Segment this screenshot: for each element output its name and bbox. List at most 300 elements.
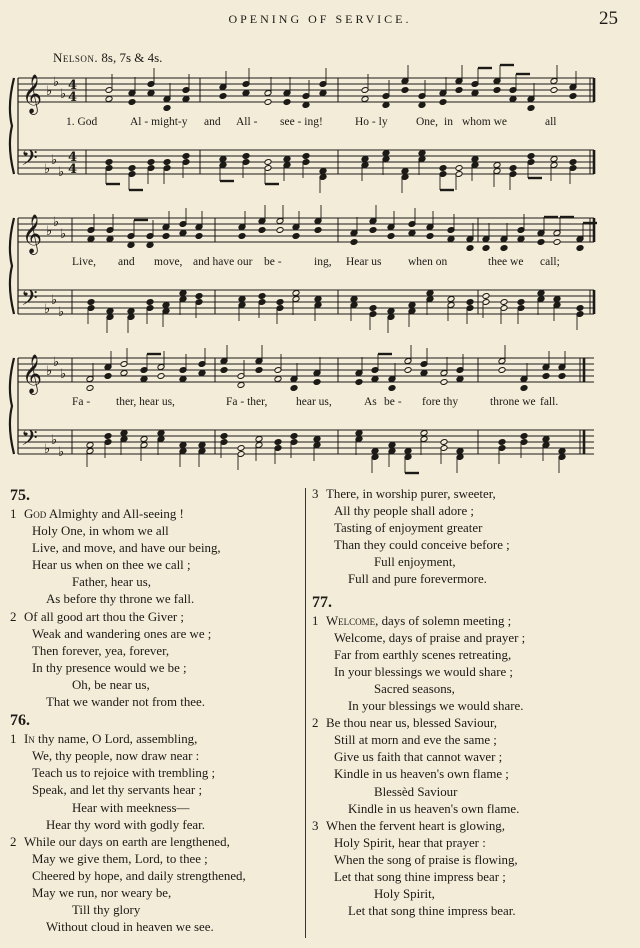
line-text: All thy people shall adore ;: [334, 504, 474, 519]
line-text: In your blessings we would share ;: [334, 664, 514, 679]
note-head: [313, 379, 321, 386]
note-head: [550, 87, 558, 94]
hymn-line: [312, 664, 630, 681]
hymn-line: [312, 698, 630, 715]
note-head: [319, 90, 327, 97]
note-head: [140, 436, 148, 443]
note-head: [509, 165, 517, 172]
note-head: [105, 96, 113, 103]
hymn-line: [312, 715, 630, 732]
line-text: When the fervent heart is glowing,: [326, 818, 505, 833]
hymn-line: [10, 591, 306, 608]
note-head: [140, 376, 148, 383]
hymn-line: [312, 784, 630, 801]
note-head: [106, 236, 114, 243]
line-text: Then forever, yea, forever,: [32, 643, 170, 658]
note-head: [128, 165, 136, 172]
line-text: May we run, nor weary be,: [32, 885, 172, 900]
note-head: [290, 433, 298, 440]
lyric-syllable: throne we: [490, 396, 536, 408]
time-signature: 4: [68, 150, 78, 165]
note-head: [558, 448, 566, 455]
line-text: Than they could conceive before ;: [334, 538, 510, 553]
note-head: [127, 308, 135, 315]
note-head: [120, 370, 128, 377]
hymn-line: [10, 868, 306, 885]
note-head: [283, 156, 291, 163]
note-head: [550, 156, 558, 163]
note-head: [447, 236, 455, 243]
note-head: [314, 296, 322, 303]
note-head: [255, 436, 263, 443]
lyric-syllable: and: [204, 116, 221, 128]
hymn-line: [10, 902, 306, 919]
line-text: Kindle in us heaven's own flame.: [348, 801, 520, 816]
hymn-line: [312, 571, 630, 588]
note-head: [408, 302, 416, 309]
hymn-number: 77.: [312, 593, 332, 611]
line-text: That we wander not from thee.: [46, 695, 205, 710]
lyric-syllable: All -: [236, 116, 258, 128]
first-word: God: [24, 507, 47, 521]
note-head: [179, 376, 187, 383]
note-head: [493, 162, 501, 169]
line-text: In thy presence would we be ;: [32, 660, 187, 675]
note-head: [157, 373, 165, 380]
note-head: [242, 90, 250, 97]
line-text: Hear thy word with godly fear.: [46, 817, 205, 832]
brace: [10, 218, 14, 314]
hymn-line: [312, 732, 630, 749]
hymn-line: [10, 885, 306, 902]
note-head: [198, 370, 206, 377]
flat-sign: ♭: [58, 165, 65, 180]
line-text: We, thy people, now draw near :: [32, 749, 200, 764]
line-text: Tasting of enjoyment greater: [334, 521, 483, 536]
verse-number: 1: [10, 732, 17, 747]
note-head: [500, 245, 508, 252]
hymn-block: [312, 486, 630, 589]
hymn-line: [10, 731, 306, 748]
note-head: [440, 379, 448, 386]
verse-number: 2: [10, 609, 17, 624]
note-head: [86, 385, 94, 392]
line-text: Let that song thine impress bear.: [348, 904, 516, 919]
note-head: [440, 439, 448, 446]
note-head: [258, 293, 266, 300]
lyric-syllable: whom we: [462, 116, 508, 128]
note-head: [350, 296, 358, 303]
note-head: [553, 296, 561, 303]
flat-sign: ♭: [53, 215, 60, 230]
flat-sign: ♭: [58, 305, 65, 320]
note-head: [147, 159, 155, 166]
note-head: [87, 299, 95, 306]
note-head: [401, 87, 409, 94]
note-head: [455, 87, 463, 94]
note-head: [466, 299, 474, 306]
hymn-block: [10, 486, 306, 711]
hymn-line: [312, 630, 630, 647]
lyric-syllable: 1. God: [66, 116, 98, 128]
note-head: [302, 153, 310, 160]
hymn-line: [312, 647, 630, 664]
line-text: There, in worship purer, sweeter,: [326, 487, 496, 501]
note-head: [276, 299, 284, 306]
line-text: Full and pure forevermore.: [348, 572, 487, 587]
hymn-line: [312, 818, 630, 835]
note-head: [290, 385, 298, 392]
note-head: [471, 90, 479, 97]
note-head: [482, 293, 490, 300]
line-text: Oh, be near us,: [72, 677, 150, 692]
note-head: [86, 442, 94, 449]
right-column: [312, 486, 630, 920]
note-head: [255, 367, 263, 374]
note-head: [258, 227, 266, 234]
hymn-block: [10, 711, 306, 936]
note-head: [426, 290, 434, 297]
lyric-syllable: fore thy: [422, 396, 459, 408]
note-head: [292, 233, 300, 240]
note-head: [408, 230, 416, 237]
note-head: [264, 99, 272, 106]
note-head: [127, 242, 135, 249]
note-head: [369, 227, 377, 234]
hymn-block: [312, 593, 630, 921]
verse-number: 1: [312, 613, 319, 628]
note-head: [471, 156, 479, 163]
hymn-line: [312, 835, 630, 852]
note-head: [355, 379, 363, 386]
note-head: [388, 385, 396, 392]
note-head: [404, 367, 412, 374]
line-text: Be thou near us, blessed Saviour,: [326, 716, 497, 731]
treble-clef: 𝄞: [22, 74, 43, 114]
line-text: Holy One, in whom we all: [32, 524, 169, 539]
note-head: [382, 102, 390, 109]
note-head: [542, 373, 550, 380]
note-head: [569, 159, 577, 166]
hymn-line: [312, 886, 630, 903]
note-head: [447, 296, 455, 303]
note-head: [456, 448, 464, 455]
lyric-syllable: hear us,: [296, 396, 332, 408]
note-head: [493, 87, 501, 94]
note-head: [319, 168, 327, 175]
hymn-line: [10, 782, 306, 799]
note-head: [456, 376, 464, 383]
line-text: Hear with meekness—: [72, 800, 190, 815]
line-text: In your blessings we would share.: [348, 699, 524, 714]
note-head: [382, 150, 390, 157]
hymn-line: [312, 852, 630, 869]
note-head: [163, 159, 171, 166]
hymn-line: [10, 506, 306, 523]
line-text: Full enjoyment,: [374, 555, 456, 570]
flat-sign: ♭: [46, 224, 53, 239]
hymn-line: [312, 537, 630, 554]
note-head: [371, 376, 379, 383]
note-head: [220, 367, 228, 374]
line-text: Of all good art thou the Giver ;: [24, 609, 185, 624]
flat-sign: ♭: [60, 87, 67, 102]
note-head: [163, 105, 171, 112]
hymn-number: 75.: [10, 487, 30, 504]
line-text: Far from earthly scenes retreating,: [334, 647, 512, 662]
note-head: [313, 436, 321, 443]
note-head: [146, 242, 154, 249]
line-text: Blessèd Saviour: [374, 784, 458, 799]
note-head: [420, 370, 428, 377]
bass-clef: 𝄢: [21, 286, 38, 316]
hymn-line: [312, 903, 630, 920]
note-head: [182, 153, 190, 160]
note-head: [219, 156, 227, 163]
note-head: [87, 236, 95, 243]
lyric-syllable: call;: [540, 256, 560, 268]
note-head: [509, 96, 517, 103]
note-head: [274, 376, 282, 383]
note-head: [527, 153, 535, 160]
note-head: [302, 102, 310, 109]
note-head: [198, 442, 206, 449]
time-signature: 4: [68, 78, 78, 93]
note-head: [455, 165, 463, 172]
note-head: [157, 430, 165, 437]
bass-clef: 𝄢: [21, 426, 38, 456]
hymn-line: [312, 681, 630, 698]
note-head: [237, 445, 245, 452]
hymn-line: [10, 574, 306, 591]
note-head: [387, 308, 395, 315]
note-head: [426, 233, 434, 240]
note-head: [387, 233, 395, 240]
note-head: [219, 93, 227, 100]
note-head: [104, 433, 112, 440]
hymn-line: [312, 503, 630, 520]
flat-sign: ♭: [46, 84, 53, 99]
line-text: Holy Spirit,: [374, 887, 435, 902]
lyric-syllable: be -: [264, 256, 282, 268]
note-head: [292, 290, 300, 297]
note-head: [404, 448, 412, 455]
lyric-syllable: when on: [408, 256, 448, 268]
flat-sign: ♭: [53, 355, 60, 370]
lyric-syllable: Al - might-y: [130, 116, 188, 128]
lyric-syllable: and have our: [193, 256, 253, 268]
brace: [10, 78, 14, 174]
hymn-line: [312, 520, 630, 537]
note-head: [147, 90, 155, 97]
note-head: [369, 305, 377, 312]
note-head: [276, 227, 284, 234]
hymn-line: [10, 540, 306, 557]
note-head: [371, 448, 379, 455]
flat-sign: ♭: [44, 442, 51, 457]
note-head: [179, 230, 187, 237]
line-text: Father, hear us,: [72, 575, 151, 590]
note-head: [569, 93, 577, 100]
note-head: [264, 159, 272, 166]
line-text: Welcome, days of praise and prayer ;: [334, 630, 526, 645]
lyric-syllable: thee we: [488, 256, 524, 268]
lyric-syllable: and: [118, 256, 135, 268]
flat-sign: ♭: [46, 364, 53, 379]
hymn-line: [10, 851, 306, 868]
hymn-line: [10, 626, 306, 643]
note-head: [439, 99, 447, 106]
note-head: [237, 382, 245, 389]
note-head: [520, 433, 528, 440]
first-word: In: [24, 732, 35, 747]
verse-number: 3: [312, 487, 319, 501]
lyric-syllable: be -: [384, 396, 402, 408]
hymn-line: [312, 869, 630, 886]
hymn-line: [312, 554, 630, 571]
hymn-line: [10, 919, 306, 936]
hymn-line: [10, 523, 306, 540]
note-head: [283, 99, 291, 106]
flat-sign: ♭: [44, 162, 51, 177]
line-text: Almighty and All-seeing !: [46, 507, 184, 521]
line-text: Give us faith that cannot waver ;: [334, 750, 503, 765]
note-head: [558, 373, 566, 380]
treble-clef: 𝄞: [22, 354, 43, 394]
flat-sign: ♭: [51, 293, 58, 308]
page-number: 25: [599, 8, 618, 29]
running-head: OPENING OF SERVICE.: [228, 12, 412, 26]
lyric-syllable: ing,: [314, 256, 332, 268]
line-text: Without cloud in heaven we see.: [46, 920, 214, 935]
note-head: [128, 99, 136, 106]
bass-clef: 𝄢: [21, 146, 38, 176]
note-head: [350, 239, 358, 246]
hymn-line: [10, 765, 306, 782]
flat-sign: ♭: [51, 433, 58, 448]
line-text: Kindle in us heaven's own flame ;: [334, 767, 509, 782]
lyric-syllable: move,: [154, 256, 183, 268]
note-head: [439, 165, 447, 172]
line-text: days of solemn meeting ;: [378, 613, 512, 628]
note-head: [517, 236, 525, 243]
note-head: [220, 433, 228, 440]
lyric-syllable: in: [444, 116, 453, 128]
lyric-syllable: Fa - ther,: [226, 396, 268, 408]
time-signature: 4: [68, 90, 78, 105]
time-signature: 4: [68, 162, 78, 177]
line-text: Weak and wandering ones are we ;: [32, 626, 212, 641]
hymn-line: [10, 557, 306, 574]
note-head: [162, 233, 170, 240]
treble-clef: 𝄞: [22, 214, 43, 254]
note-head: [106, 308, 114, 315]
lyric-syllable: all: [545, 116, 557, 128]
line-text: Live, and move, and have our being,: [32, 541, 221, 556]
hymn-line: [10, 694, 306, 711]
verse-number: 2: [312, 716, 319, 731]
line-text: Holy Spirit, hear that prayer :: [334, 835, 486, 850]
hymn-line: [10, 609, 306, 626]
hymn-line: [10, 643, 306, 660]
left-column: [10, 486, 306, 936]
hymn-line: [10, 748, 306, 765]
note-head: [120, 430, 128, 437]
note-head: [195, 293, 203, 300]
note-head: [537, 239, 545, 246]
note-head: [388, 442, 396, 449]
note-head: [418, 102, 426, 109]
note-head: [104, 373, 112, 380]
lyric-syllable: As: [364, 396, 377, 408]
hymn-line: [10, 660, 306, 677]
note-head: [162, 302, 170, 309]
hymn-line: [312, 486, 630, 503]
note-head: [179, 290, 187, 297]
line-text: When the song of praise is flowing,: [334, 852, 518, 867]
note-head: [361, 96, 369, 103]
lyric-syllable: see - ing!: [280, 116, 323, 128]
line-text: Sacred seasons,: [374, 681, 455, 696]
hymn-line: [312, 766, 630, 783]
lyric-syllable: Live,: [72, 256, 96, 268]
verse-number: 2: [10, 834, 17, 849]
line-text: May we give them, Lord, to thee ;: [32, 851, 208, 866]
hymn-line: [10, 817, 306, 834]
tune-name: Nelson.: [53, 50, 99, 65]
flat-sign: ♭: [53, 75, 60, 90]
column-divider: [305, 488, 306, 938]
note-head: [553, 239, 561, 246]
line-text: thy name, O Lord, assembling,: [34, 732, 198, 747]
note-head: [542, 436, 550, 443]
note-head: [537, 290, 545, 297]
note-head: [146, 299, 154, 306]
note-head: [242, 153, 250, 160]
note-head: [498, 439, 506, 446]
hymn-texts: [0, 486, 640, 948]
line-text: Teach us to rejoice with trembling ;: [32, 766, 216, 781]
note-head: [527, 105, 535, 112]
flat-sign: ♭: [60, 367, 67, 382]
hymn-line: [10, 800, 306, 817]
note-head: [401, 168, 409, 175]
line-text: While our days on earth are lengthened,: [24, 834, 230, 849]
note-head: [418, 150, 426, 157]
note-head: [500, 299, 508, 306]
note-head: [179, 442, 187, 449]
hymn-line: [10, 677, 306, 694]
note-head: [238, 233, 246, 240]
flat-sign: ♭: [58, 445, 65, 460]
hymn-line: [10, 834, 306, 851]
verse-number: 1: [10, 507, 17, 521]
flat-sign: ♭: [44, 302, 51, 317]
note-head: [238, 296, 246, 303]
line-text: Let that song thine impress bear ;: [334, 869, 506, 884]
note-head: [576, 305, 584, 312]
flat-sign: ♭: [51, 153, 58, 168]
line-text: Hear us when on thee we call ;: [32, 558, 191, 573]
flat-sign: ♭: [60, 227, 67, 242]
line-text: Still at morn and eve the same ;: [334, 733, 497, 748]
note-head: [314, 227, 322, 234]
line-text: As before thy throne we fall.: [46, 592, 195, 607]
note-head: [182, 96, 190, 103]
note-head: [361, 156, 369, 163]
lyric-syllable: Fa -: [72, 396, 91, 408]
hymn-number: 76.: [10, 712, 30, 730]
